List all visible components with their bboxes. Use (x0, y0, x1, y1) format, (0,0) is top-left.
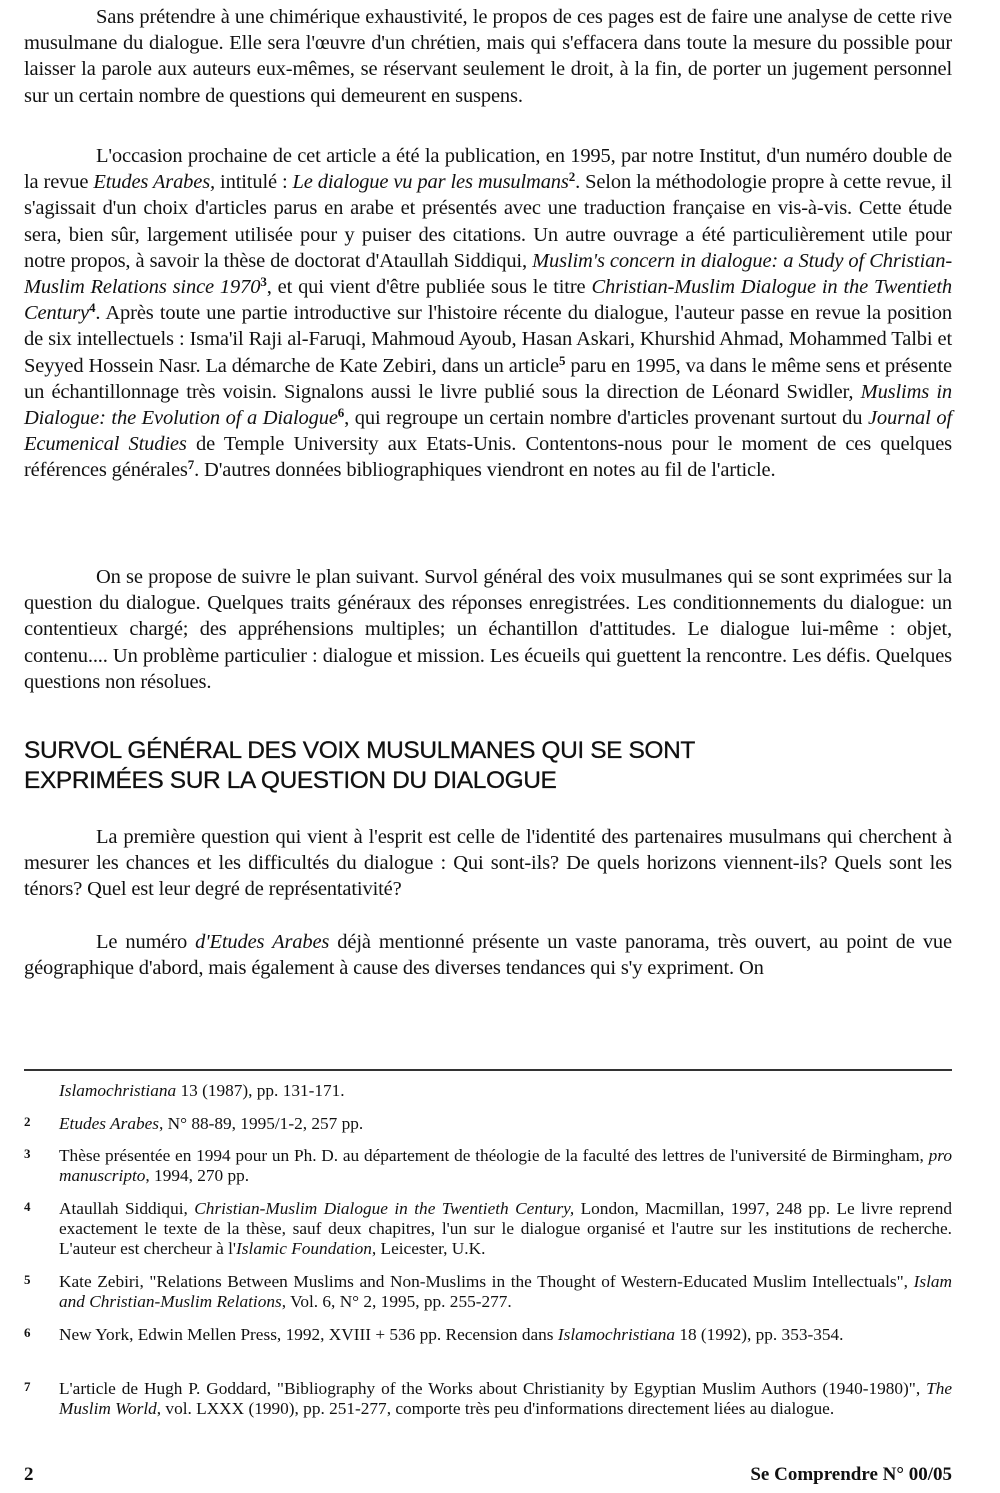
footnote-number: 3 (24, 1146, 31, 1161)
footnote-ref: 2 (568, 169, 576, 185)
italic-title: Journal of Ecumenical Studies (24, 407, 952, 456)
journal-issue: Se Comprendre N° 00/05 (750, 1464, 952, 1485)
text-run: Kate Zebiri, "Relations Between Muslims and Non-Muslims in the Thought of Western-Educated Muslim Intellectuals", (59, 1272, 914, 1291)
plan-paragraph (24, 564, 952, 695)
italic-title: Christian-Muslim Dialogue in the Twentieth Century, (194, 1199, 575, 1218)
italic-title: Muslims in Dialogue: the Evolution of a Dialogue (24, 380, 952, 430)
footnote-text (59, 1325, 952, 1345)
footnote-number: 7 (24, 1379, 31, 1394)
footnote-text (59, 1272, 952, 1312)
text-run: intitulé : (215, 171, 293, 194)
text-run: . Après toute une partie introductive sur l'histoire récente du dialogue, l'auteur passe en revue la position de six intellectuels : Isma'il Raji al-Faruqi, Mahmoud Ayoub, Hasan Askari, Khurshid Ahmad, Mohammed Talbi et Seyyed Hossein Nasr. La démarche de Kate Zebiri, dans un article (24, 302, 952, 377)
text-run: déjà mentionné présente un vaste panorama, très ouvert, au point de vue géographique d'abord, mais également à cause des diverses tendances qui s'y expriment. On (24, 931, 952, 980)
footnote-text (59, 1081, 952, 1101)
footnote-ref: 6 (337, 405, 345, 421)
footnote-ref: 3 (260, 274, 267, 290)
italic-title: Christian-Muslim Dialogue in the Twentieth Century (24, 276, 952, 325)
italic-title: The Muslim World (59, 1379, 952, 1418)
text-run: Thèse présentée en 1994 pour un Ph. D. au département de théologie de la faculté des lettres de l'université de Birmingham, (59, 1146, 929, 1165)
text-run: London, Macmillan, 1997, 248 pp. Le livre reprend exactement le texte de la thèse, sauf deux chapitres, l'un sur le dialogue organisé et l'autre sur les institutions de recherche. L'auteur est chercheur à l' (59, 1199, 953, 1258)
page-number: 2 (24, 1464, 34, 1485)
text-run: Sans prétendre à une chimérique exhaustivité, le propos de ces pages est de faire une analyse de cette rive musulmane du dialogue. Elle sera l'œuvre d'un chrétien, mais qui s'effacera dans toute la mesure du possible pour laisser la parole aux auteurs eux-mêmes, se réservant seulement le droit, à la fin, de porter un jugement personnel sur un certain nombre de questions qui demeurent en suspens. (24, 6, 952, 107)
footnote-ref: 7 (187, 457, 195, 473)
text-run: , N° 88-89, 1995/1-2, 257 pp. (159, 1114, 364, 1133)
footnote-number: 5 (24, 1272, 31, 1287)
italic-title: Islam and Christian-Muslim Relations (59, 1272, 952, 1311)
footnote-1-continued (24, 1081, 952, 1101)
text-run: , vol. LXXX (1990), pp. 251-277, comporte très peu d'informations directement liées au dialogue. (156, 1399, 835, 1418)
footnote-separator (24, 1069, 952, 1071)
footnote-7 (24, 1379, 952, 1419)
italic-title: pro manuscripto (59, 1146, 952, 1185)
text-run: de Temple University aux Etats-Unis. Contentons-nous pour le moment de ces quelques références générales (24, 433, 952, 482)
text-run: , et qui vient d'être publiée sous le titre (266, 276, 592, 299)
footnote-5 (24, 1272, 952, 1312)
italic-title: Etudes Arabes (59, 1114, 159, 1133)
footnote-text (59, 1199, 952, 1259)
italic-title: Islamochristiana (557, 1325, 675, 1344)
text-run: La première question qui vient à l'esprit est celle de l'identité des partenaires musulmans qui cherchent à mesurer les chances et les difficultés du dialogue : Qui sont-ils? De quels horizons viennent-ils? Quels sont les ténors? Quel est leur degré de représentativité? (24, 826, 952, 901)
text-run: 13 (1987), pp. 131-171. (176, 1081, 345, 1100)
text-run: Ataullah Siddiqui, (59, 1199, 195, 1218)
footnote-number: 4 (24, 1199, 31, 1214)
intro-paragraph-2 (24, 143, 952, 484)
text-run: L'article de Hugh P. Goddard, "Bibliography of the Works about Christianity by Egyptian Muslim Authors (1940-1980)", (59, 1379, 927, 1398)
text-run: , qui regroupe un certain nombre d'articles provenant surtout du (344, 407, 868, 430)
text-run: , Vol. 6, N° 2, 1995, pp. 255-277. (281, 1292, 512, 1311)
italic-title: Etudes Arabes, (93, 171, 216, 194)
italic-title: Islamochristiana (59, 1081, 177, 1100)
text-run: On se propose de suivre le plan suivant. Survol général des voix musulmanes qui se sont exprimées sur la question du dialogue. Quelques traits généraux des réponses enregistrées. Les conditionnements du dialogue: un contentieux chargé; des appréhensions multiples; un échantillon d'attitudes. Le dialogue lui-même : objet, contenu.... Un problème particulier : dialogue et mission. Les écueils qui guettent la rencontre. Les défis. Quelques questions non résolues. (24, 566, 952, 693)
footnote-4 (24, 1199, 952, 1259)
italic-title: Muslim's concern in dialogue: a Study of Christian-Muslim Relations since 1970 (24, 249, 953, 299)
footnote-ref: 4 (89, 300, 96, 316)
text-run: . D'autres données bibliographiques viendront en notes au fil de l'article. (194, 459, 776, 482)
italic-title: Islamic Foundation (236, 1239, 372, 1258)
section-heading (24, 736, 952, 796)
italic-title: Le dialogue vu par les musulmans (292, 171, 569, 194)
footnote-6 (24, 1325, 952, 1345)
section-heading-line-2: EXPRIMÉES SUR LA QUESTION DU DIALOGUE (24, 767, 557, 794)
footnote-text (59, 1114, 952, 1134)
text-run: New York, Edwin Mellen Press, 1992, XVIII + 536 pp. Recension dans (59, 1325, 558, 1344)
italic-title: d'Etudes Arabes (195, 931, 330, 953)
text-run: 18 (1992), pp. 353-354. (675, 1325, 844, 1344)
text-run: , 1994, 270 pp. (145, 1166, 250, 1185)
footnote-text (59, 1379, 952, 1419)
text-run: Le numéro (96, 931, 196, 953)
text-run: L'occasion prochaine de cet article a été la publication, en 1995, par notre Institut, d'un numéro double de la revue (24, 145, 952, 194)
text-run: paru en 1995, va dans le même sens et présente un échantillonnage très voisin. Signalons aussi le livre publié sous la direction de Léonard Swidler, (24, 354, 952, 403)
footnote-number: 6 (24, 1325, 31, 1340)
intro-paragraph-1 (24, 4, 952, 109)
footnote-2 (24, 1114, 952, 1134)
footnote-text (59, 1146, 952, 1186)
text-run: , Leicester, U.K. (371, 1239, 486, 1258)
text-run: . Selon la méthodologie propre à cette revue, il s'agissait d'un choix d'articles parus en arabe et présentés avec une traduction française en vis-à-vis. Cette étude sera, bien sûr, largement utilisée pour y puiser des citations. Un autre ouvrage a été particulièrement utile pour notre propos, à savoir la thèse de doctorat d'Ataullah Siddiqui, (24, 171, 952, 272)
footnote-ref: 5 (558, 352, 566, 368)
section-paragraph-1 (24, 824, 952, 903)
footnote-number: 2 (24, 1114, 31, 1129)
section-paragraph-2 (24, 929, 952, 981)
section-heading-line-1: SURVOL GÉNÉRAL DES VOIX MUSULMANES QUI SE SONT (24, 737, 695, 764)
footnote-3 (24, 1146, 952, 1186)
page-footer (24, 1464, 952, 1488)
